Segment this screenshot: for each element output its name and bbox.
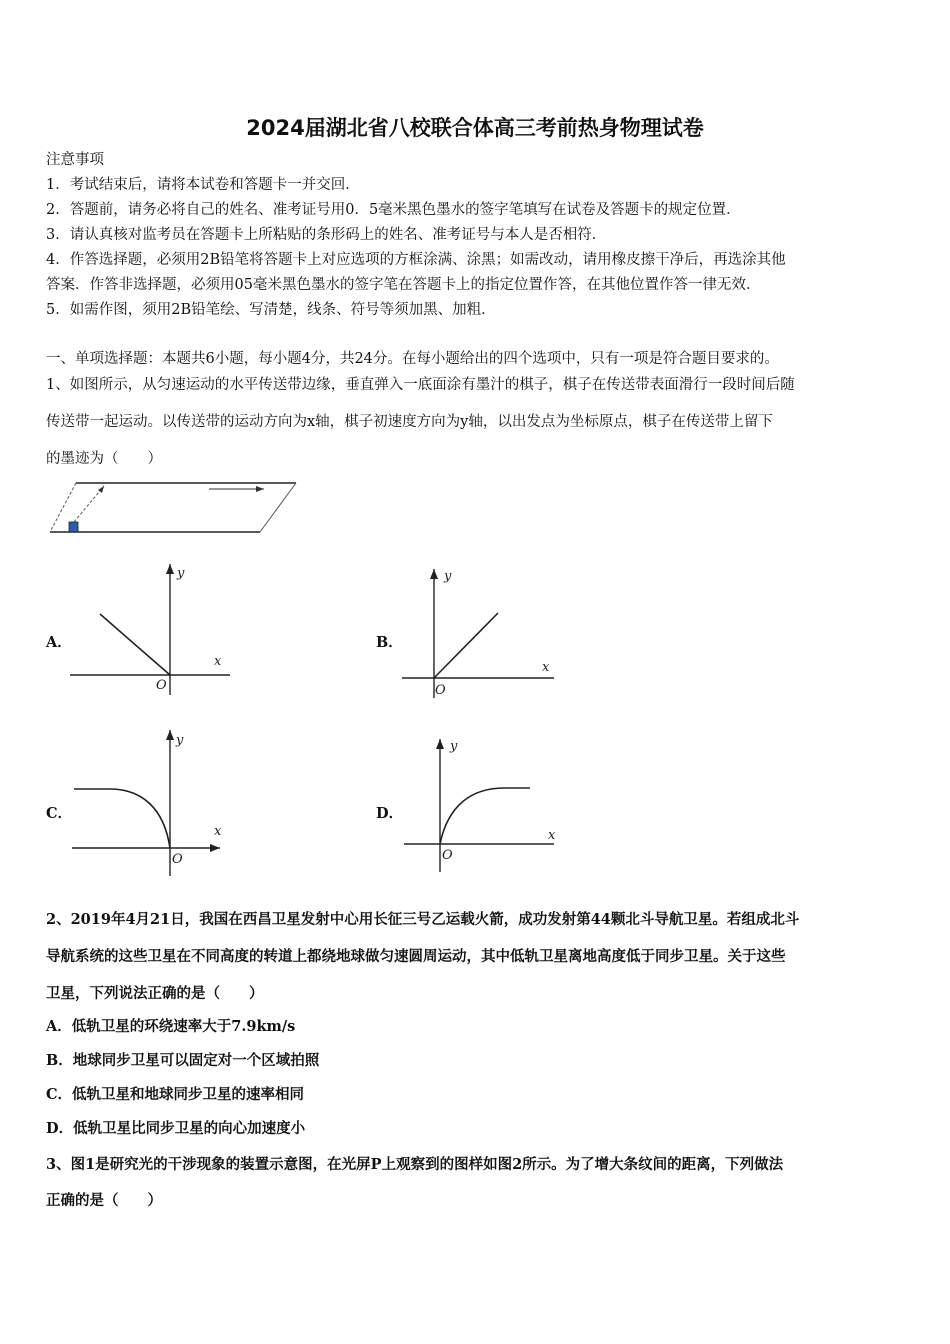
q2-line: 2、2019年4月21日，我国在西昌卫星发射中心用长征三号乙运载火箭，成功发射第44颗北斗导航卫星。若组成北斗 [46,911,800,928]
y-axis-label: y [176,733,184,748]
notice-item: 2．答题前，请务必将自己的姓名、准考证号用0．5毫米黑色墨水的签字笔填写在试卷及答题卡的规定位置． [46,202,741,218]
q1-option-b-graph [402,565,562,700]
q1-option-c-graph [72,728,232,878]
conveyor-belt-figure [46,478,306,540]
q2-option-a: A．低轨卫星的环绕速率大于7.9km/s [46,1018,296,1035]
x-axis-label: x [214,824,222,839]
notice-heading: 注意事项 [46,152,104,168]
x-axis-label: x [214,654,222,669]
y-axis-label: y [450,739,458,754]
q1-option-c-label: C． [46,805,73,822]
origin-label: O [435,683,446,698]
x-axis-label: x [548,828,556,843]
q2-line: 卫星，下列说法正确的是（ ） [46,985,264,1002]
q1-line: 1、如图所示，从匀速运动的水平传送带边缘，垂直弹入一底面涂有墨汁的棋子，棋子在传送带表面滑行一段时间后随 [46,377,795,393]
q2-option-c: C．低轨卫星和地球同步卫星的速率相同 [46,1086,305,1103]
y-axis-label: y [177,566,185,581]
x-axis-label: x [542,660,550,675]
q2-option-b: B．地球同步卫星可以固定对一个区域拍照 [46,1052,320,1069]
notice-item: 1．考试结束后，请将本试卷和答题卡一并交回． [46,177,360,193]
q1-option-d-label: D． [376,805,404,822]
q1-option-b-label: B． [376,634,403,651]
q1-option-d-graph [402,735,562,875]
q3-line: 正确的是（ ） [46,1192,162,1209]
q1-option-a-graph [70,562,240,697]
y-axis-label: y [444,569,452,584]
page-title: 2024届湖北省八校联合体高三考前热身物理试卷 [246,116,704,140]
q2-option-d: D．低轨卫星比同步卫星的向心加速度小 [46,1120,306,1137]
q1-line: 的墨迹为（ ） [46,451,162,467]
q1-line: 传送带一起运动。以传送带的运动方向为x轴，棋子初速度方向为y轴，以出发点为坐标原点，棋子在传送带上留下 [46,414,773,430]
section-heading: 一、单项选择题：本题共6小题，每小题4分，共24分。在每小题给出的四个选项中，只有一项是符合题目要求的。 [46,351,779,367]
q2-line: 导航系统的这些卫星在不同高度的转道上都绕地球做匀速圆周运动，其中低轨卫星离地高度低于同步卫星。关于这些 [46,948,786,965]
q1-option-a-label: A． [46,634,72,651]
notice-item: 答案．作答非选择题，必须用05毫米黑色墨水的签字笔在答题卡上的指定位置作答，在其他位置作答一律无效． [46,277,761,293]
q3-line: 3、图1是研究光的干涉现象的装置示意图，在光屏P上观察到的图样如图2所示。为了增大条纹间的距离，下列做法 [46,1156,784,1173]
notice-item: 5．如需作图，须用2B铅笔绘、写清楚，线条、符号等须加黑、加粗． [46,302,496,318]
origin-label: O [442,848,453,863]
notice-item: 3．请认真核对监考员在答题卡上所粘贴的条形码上的姓名、准考证号与本人是否相符． [46,227,607,243]
origin-label: O [172,852,183,867]
notice-item: 4．作答选择题，必须用2B铅笔将答题卡上对应选项的方框涂满、涂黑；如需改动，请用橡皮擦干净后，再选涂其他 [46,252,786,268]
origin-label: O [156,678,167,693]
